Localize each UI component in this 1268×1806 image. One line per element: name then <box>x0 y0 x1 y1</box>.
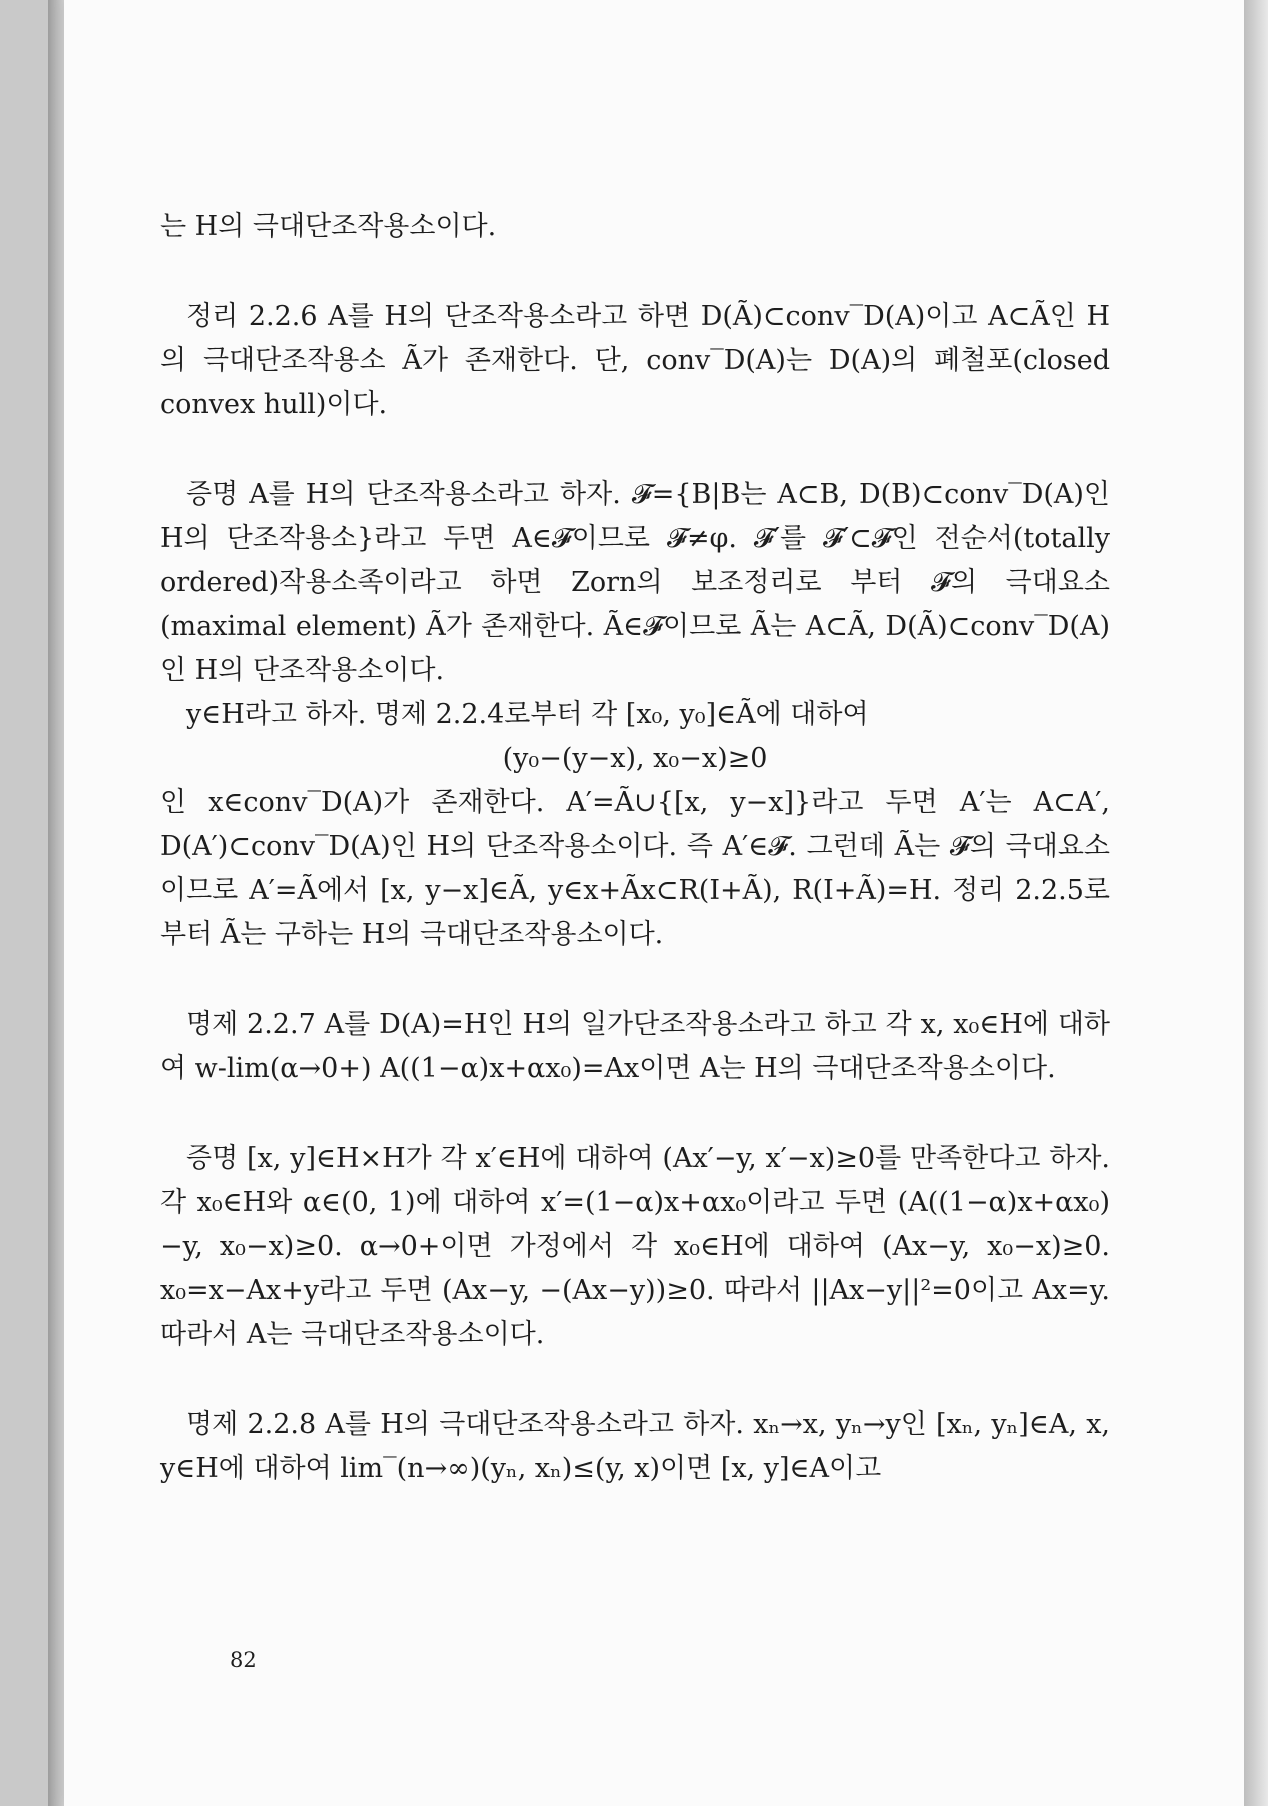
display-formula: (y₀−(y−x), x₀−x)≥0 <box>502 743 768 774</box>
page-edge <box>1244 0 1268 1806</box>
proposition-2-2-7: 명제 2.2.7 A를 D(A)=H인 H의 일가단조작용소라고 하고 각 x, x₀∈H에 대하여 w-lim(α→0+) A((1−α)x+αx₀)=Ax이면 A는 H의 극대단조작용소이다. <box>160 1009 1110 1084</box>
proof-1-continued: 인 x∈conv‾D(A)가 존재한다. A′=Ã∪{[x, y−x]}라고 두면 A′는 A⊂A′, D(A′)⊂conv‾D(A)인 H의 단조작용소이다. 즉 A′∈𝓕. 그런데 Ã는 𝓕의 극대요소이므로 A′=Ã에서 [x, y−x]∈Ã, y∈x+Ãx⊂R(I+Ã), R(I+Ã)=H. 정리 2.2.5로부터 Ã는 구하는 H의 극대단조작용소이다. <box>160 787 1110 950</box>
theorem-2-2-6: 정리 2.2.6 A를 H의 단조작용소라고 하면 D(Ã)⊂conv‾D(A)이고 A⊂Ã인 H의 극대단조작용소 Ã가 존재한다. 단, conv‾D(A)는 D(A)의 폐철포(closed convex hull)이다. <box>160 301 1110 420</box>
proposition-2-2-8: 명제 2.2.8 A를 H의 극대단조작용소라고 하자. xₙ→x, yₙ→y인 [xₙ, yₙ]∈A, x, y∈H에 대하여 lim‾(n→∞)(yₙ, xₙ)≤(y, x)이면 [x, y]∈A이고 <box>160 1409 1110 1484</box>
proof-2: 증명 [x, y]∈H×H가 각 x′∈H에 대하여 (Ax′−y, x′−x)≥0를 만족한다고 하자. 각 x₀∈H와 α∈(0, 1)에 대하여 x′=(1−α)x+αx₀이라고 두면 (A((1−α)x+αx₀)−y, x₀−x)≥0. α→0+이면 가정에서 각 x₀∈H에 대하여 (Ax−y, x₀−x)≥0. x₀=x−Ax+y라고 두면 (Ax−y, −(Ax−y))≥0. 따라서 ||Ax−y||²=0이고 Ax=y. 따라서 A는 극대단조작용소이다. <box>160 1143 1110 1350</box>
proof-1: 증명 A를 H의 단조작용소라고 하자. 𝓕={B|B는 A⊂B, D(B)⊂conv‾D(A)인 H의 단조작용소}라고 두면 A∈𝓕이므로 𝓕≠φ. 𝓕′를 𝓕′⊂𝓕인 전순서(totally ordered)작용소족이라고 하면 Zorn의 보조정리로 부터 𝓕의 극대요소(maximal element) Ã가 존재한다. Ã∈𝓕이므로 Ã는 A⊂Ã, D(Ã)⊂conv‾D(A)인 H의 단조작용소이다. <box>160 479 1110 686</box>
text-line: 는 H의 극대단조작용소이다. <box>160 211 497 242</box>
text-line: y∈H라고 하자. 명제 2.2.4로부터 각 [x₀, y₀]∈Ã에 대하여 <box>186 699 869 730</box>
page-text <box>160 205 1110 1491</box>
page-number: 82 <box>230 1648 257 1672</box>
